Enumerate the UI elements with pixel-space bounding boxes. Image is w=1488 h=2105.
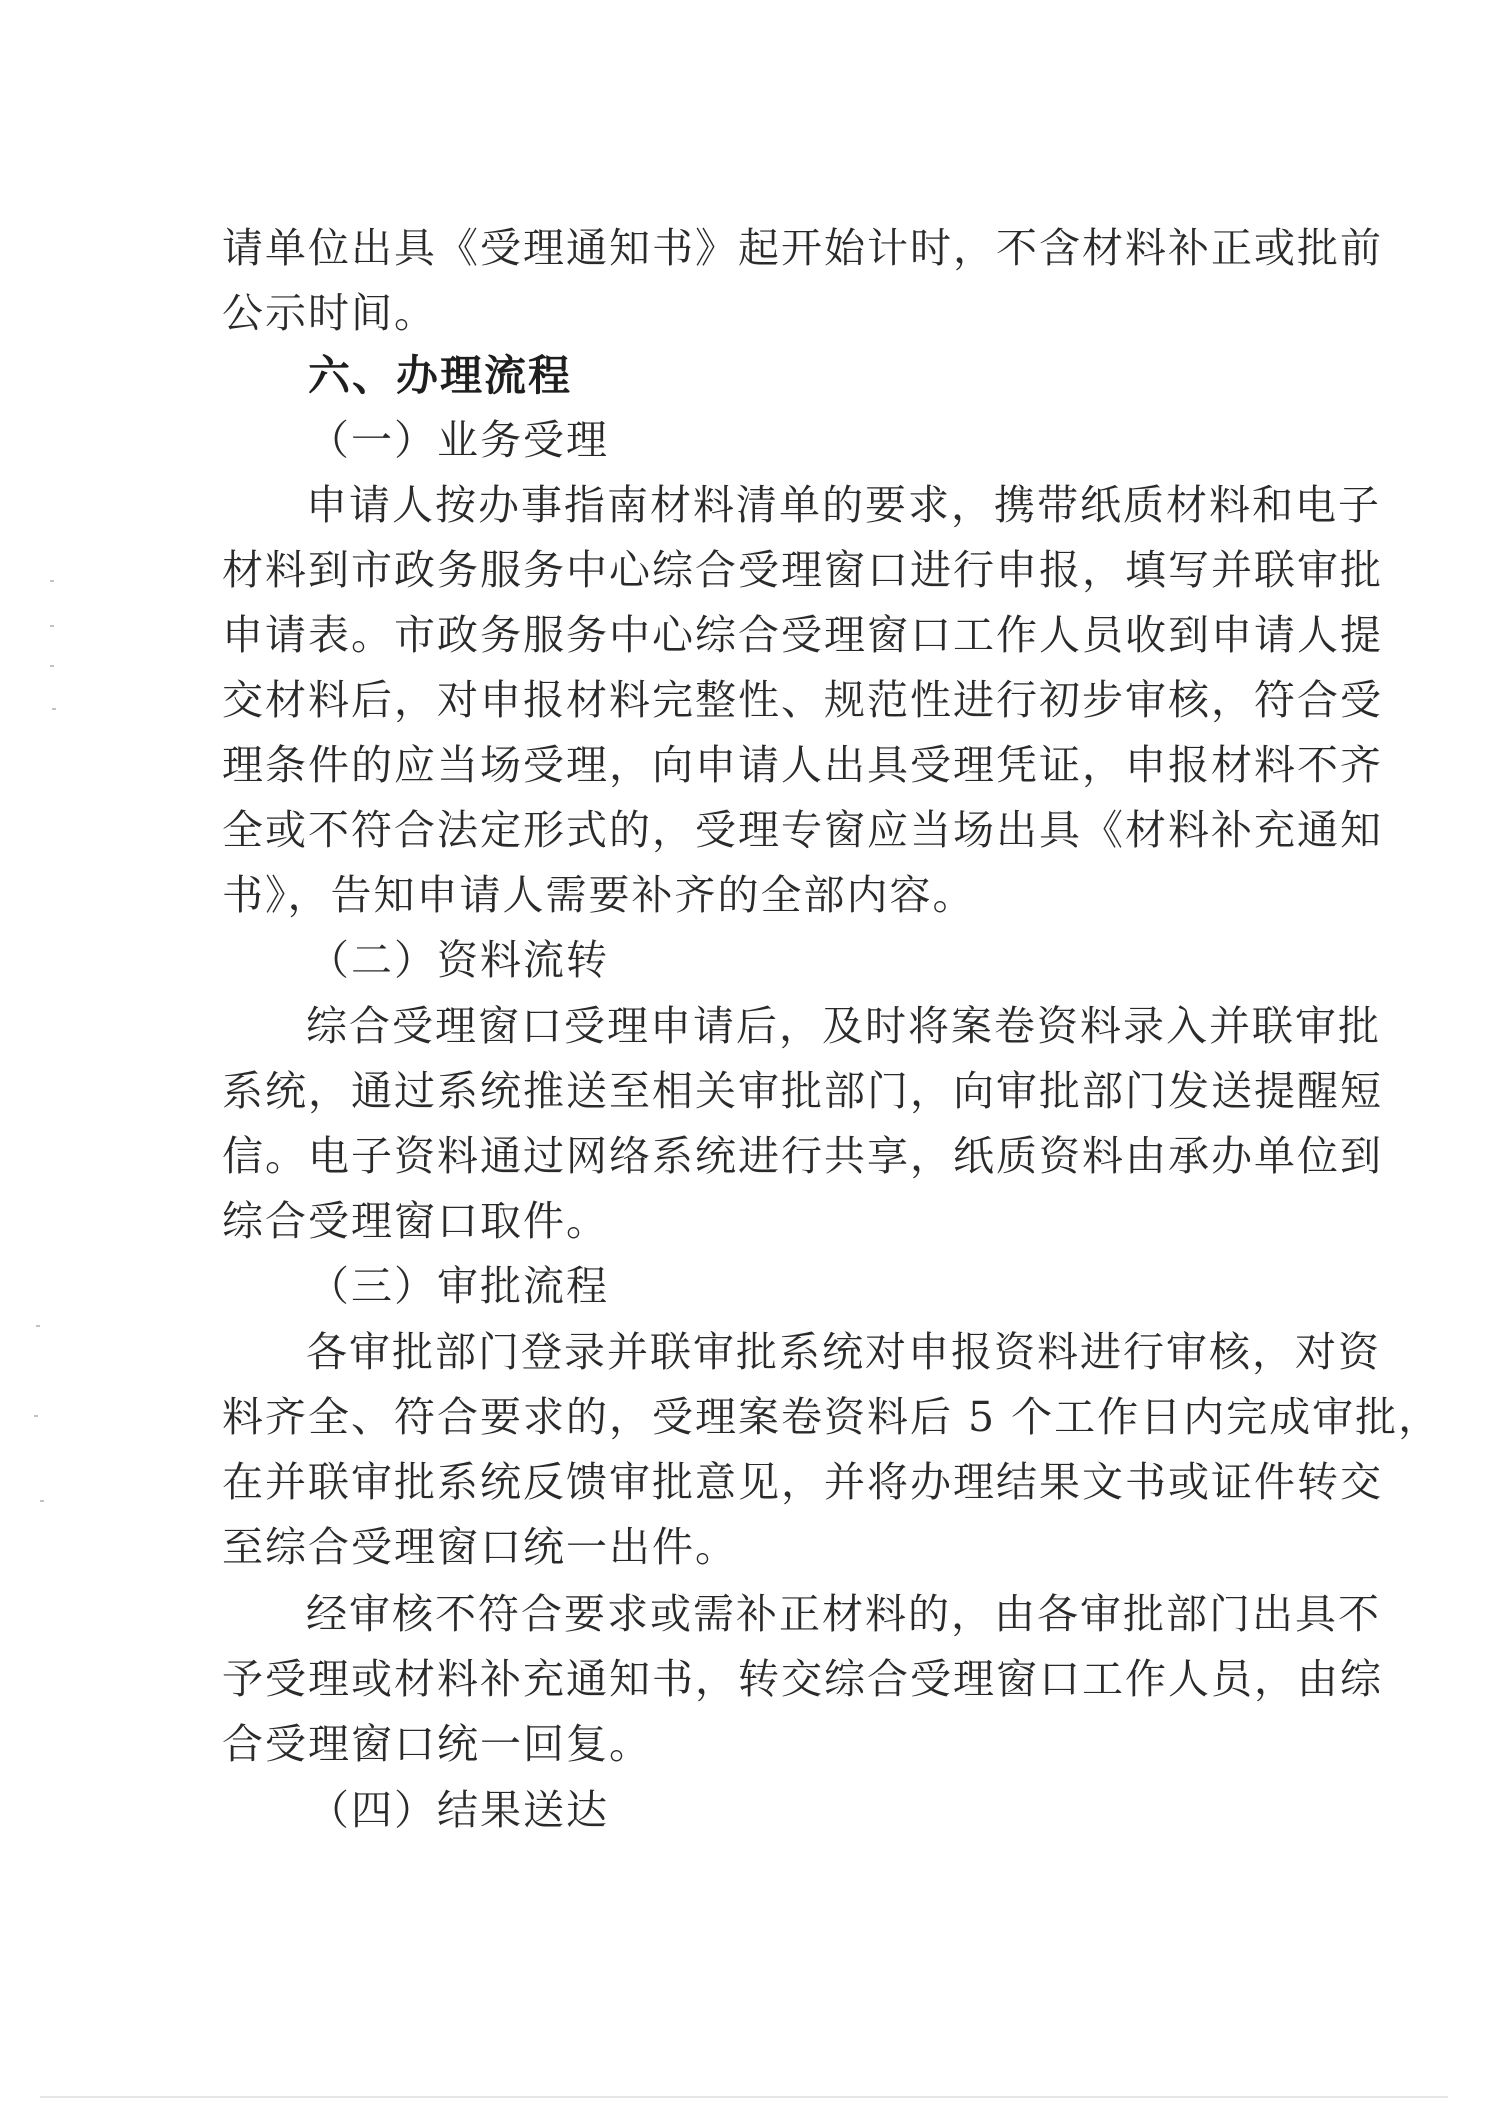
scan-speck <box>40 1500 44 1502</box>
text-line: 请单位出具《受理通知书》起开始计时，不含材料补正或批前 <box>222 224 1383 272</box>
scan-speck <box>34 1415 38 1417</box>
text-line: 综合受理窗口取件。 <box>222 1197 609 1245</box>
text-line: 申请人按办事指南材料清单的要求，携带纸质材料和电子 <box>306 481 1381 529</box>
text-line: 料齐全、符合要求的，受理案卷资料后 5 个工作日内完成审批， <box>222 1393 1442 1441</box>
text-line: 合受理窗口统一回复。 <box>222 1720 652 1768</box>
scan-speck <box>50 665 54 667</box>
text-line: 系统，通过系统推送至相关审批部门，向审批部门发送提醒短 <box>222 1067 1383 1115</box>
text-line: 综合受理窗口受理申请后，及时将案卷资料录入并联审批 <box>306 1002 1381 1050</box>
text-line: 经审核不符合要求或需补正材料的，由各审批部门出具不 <box>306 1590 1381 1638</box>
scan-speck <box>36 1325 40 1327</box>
scan-speck <box>52 708 56 710</box>
text-line: 至综合受理窗口统一出件。 <box>222 1523 738 1571</box>
text-line: 材料到市政务服务中心综合受理窗口进行申报，填写并联审批 <box>222 546 1383 594</box>
text-line: 各审批部门登录并联审批系统对申报资料进行审核，对资 <box>306 1328 1381 1376</box>
subsection-heading: （三）审批流程 <box>308 1262 609 1310</box>
text-line: 申请表。市政务服务中心综合受理窗口工作人员收到申请人提 <box>222 611 1383 659</box>
text-line: 在并联审批系统反馈审批意见，并将办理结果文书或证件转交 <box>222 1458 1383 1506</box>
subsection-heading: （二）资料流转 <box>308 936 609 984</box>
text-line: 交材料后，对申报材料完整性、规范性进行初步审核，符合受 <box>222 676 1383 724</box>
text-line: 予受理或材料补充通知书，转交综合受理窗口工作人员，由综 <box>222 1655 1383 1703</box>
text-line: 全或不符合法定形式的，受理专窗应当场出具《材料补充通知 <box>222 806 1383 854</box>
text-line: 公示时间。 <box>222 289 437 337</box>
scan-bottom-edge <box>40 2096 1448 2098</box>
section-title: 六、办理流程 <box>308 351 573 400</box>
subsection-heading: （一）业务受理 <box>308 416 609 464</box>
subsection-heading: （四）结果送达 <box>308 1786 609 1834</box>
text-line: 理条件的应当场受理，向申请人出具受理凭证，申报材料不齐 <box>222 741 1383 789</box>
scan-speck <box>50 580 54 582</box>
scan-speck <box>50 625 54 627</box>
text-line: 信。电子资料通过网络系统进行共享，纸质资料由承办单位到 <box>222 1132 1383 1180</box>
text-line: 书》，告知申请人需要补齐的全部内容。 <box>222 871 976 919</box>
